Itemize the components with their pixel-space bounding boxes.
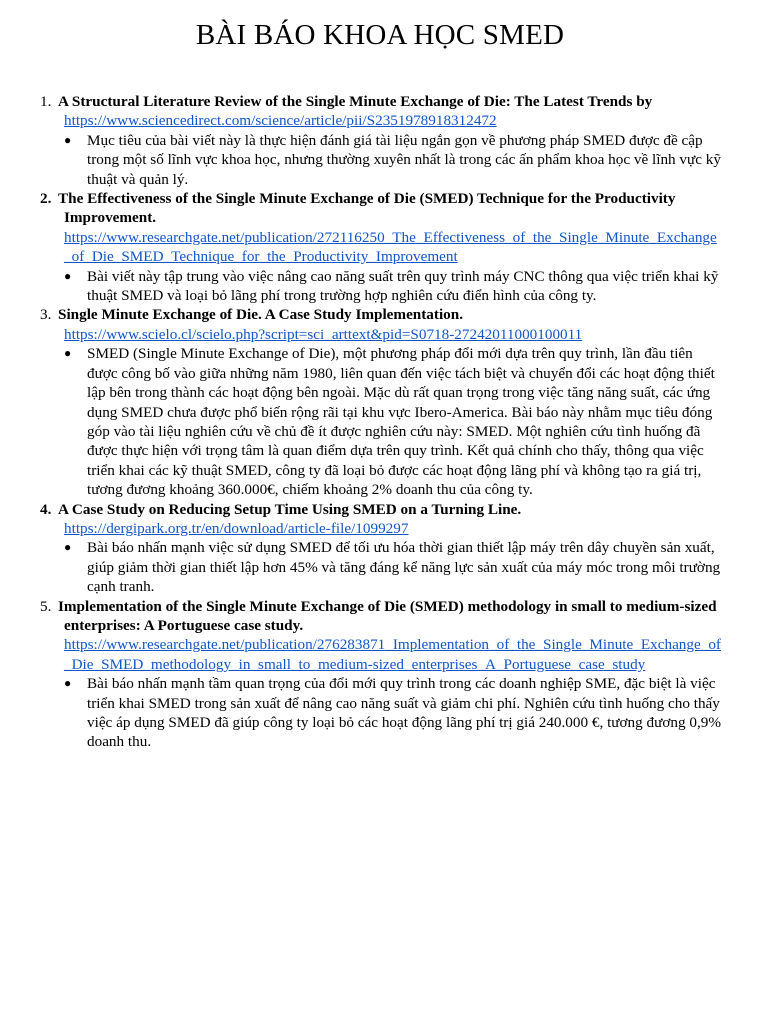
item-number: 2. xyxy=(40,190,52,208)
summary-list xyxy=(64,538,724,596)
summary-item xyxy=(64,131,724,189)
list-item xyxy=(40,305,724,499)
article-list xyxy=(40,92,724,752)
summary-text: Mục tiêu của bài viết này là thực hiện đánh giá tài liệu ngắn gọn về phương pháp SMED được đề cập trong một số lĩnh vực khoa học, nhưng thường xuyên nhất là trong các ấn phẩm khoa học về lĩnh vực kỹ thuật và quản lý. xyxy=(87,131,721,188)
article-title: A Case Study on Reducing Setup Time Using SMED on a Turning Line. xyxy=(58,500,522,518)
summary-item xyxy=(64,674,724,752)
list-item xyxy=(40,92,724,189)
article-title: Single Minute Exchange of Die. A Case Study Implementation. xyxy=(58,306,464,324)
bullet-icon: ● xyxy=(64,132,72,147)
summary-item xyxy=(64,538,724,596)
summary-list xyxy=(64,131,724,189)
summary-list xyxy=(64,267,724,306)
bullet-icon: ● xyxy=(64,346,72,361)
article-title: A Structural Literature Review of the Single Minute Exchange of Die: The Latest Trends by xyxy=(58,93,653,110)
summary-list xyxy=(64,674,724,752)
summary-item xyxy=(64,344,724,499)
article-link[interactable]: https://www.sciencedirect.com/science/article/pii/S2351978918312472 xyxy=(64,112,497,130)
item-number: 3. xyxy=(40,306,52,324)
item-number: 1. xyxy=(40,93,52,110)
list-item xyxy=(40,597,724,752)
item-number: 5. xyxy=(40,597,52,615)
bullet-icon: ● xyxy=(64,540,72,555)
bullet-icon: ● xyxy=(64,676,72,691)
list-item xyxy=(40,189,724,305)
article-link[interactable]: https://www.researchgate.net/publication/276283871_Implementation_of_the_Single_Minute_Exchange_of_Die_SMED_methodology_in_small_to_medium-sized_enterprises_A_Portuguese_case_study xyxy=(64,636,721,673)
article-link[interactable]: https://dergipark.org.tr/en/download/article-file/1099297 xyxy=(64,519,409,537)
article-link[interactable]: https://www.scielo.cl/scielo.php?script=sci_arttext&pid=S0718-27242011000100011 xyxy=(64,325,583,343)
summary-text: SMED (Single Minute Exchange of Die), một phương pháp đổi mới dựa trên quy trình, lần đầu tiên được công bố vào giữa những năm 1980, liên quan đến việc tách biệt và chuyển đổi các hoạt động thiết lập bên trong thành các hoạt động bên ngoài. Mặc dù rất quan trọng trong việc tăng năng suất, các ứng dụng SMED chưa được phổ biến rộng rãi tại khu vực Ibero-America. Bài báo này nhằm mục tiêu đóng góp vào tài liệu nghiên cứu về chủ đề ít được nghiên cứu này: SMED. Một nghiên cứu tình huống đã được thực hiện với trọng tâm là quan điểm dựa trên quy trình. Kết quả chính cho thấy, thông qua việc triển khai các kỹ thuật SMED, công ty đã loại bỏ được các hoạt động lãng phí và không tạo ra giá trị, tương đương khoảng 360.000€, chiếm khoảng 2% doanh thu của công ty. xyxy=(87,345,715,499)
summary-text: Bài báo nhấn mạnh việc sử dụng SMED để tối ưu hóa thời gian thiết lập máy trên dây chuyền sản xuất, giúp giảm thời gian thiết lập hơn 45% và tăng đáng kể năng lực sản xuất của máy móc trong môi trường cạnh tranh. xyxy=(87,539,721,596)
summary-item xyxy=(64,267,724,306)
bullet-icon: ● xyxy=(64,268,72,283)
list-item xyxy=(40,500,724,597)
summary-list xyxy=(64,344,724,499)
summary-text: Bài báo nhấn mạnh tầm quan trọng của đổi mới quy trình trong các doanh nghiệp SME, đặc biệt là việc triển khai SMED trong sản xuất để nâng cao năng suất và giảm chi phí. Nghiên cứu tình huống cho thấy việc áp dụng SMED đã giúp công ty loại bỏ các hoạt động lãng phí trị giá 240.000 €, tương đương 0,9% doanh thu. xyxy=(87,675,722,751)
summary-text: Bài viết này tập trung vào việc nâng cao năng suất trên quy trình máy CNC thông qua việc triển khai kỹ thuật SMED và loại bỏ lãng phí trong trường hợp nghiên cứu điển hình của công ty. xyxy=(87,267,719,305)
article-title: Implementation of the Single Minute Exchange of Die (SMED) methodology in small to medium-sized enterprises: A Portuguese case study. xyxy=(58,597,717,634)
page-title: BÀI BÁO KHOA HỌC SMED xyxy=(195,19,565,51)
article-title: The Effectiveness of the Single Minute Exchange of Die (SMED) Technique for the Productivity Improvement. xyxy=(58,190,676,227)
article-link[interactable]: https://www.researchgate.net/publication/272116250_The_Effectiveness_of_the_Single_Minute_Exchange_of_Die_SMED_Technique_for_the_Productivity_Improvement xyxy=(64,228,717,266)
item-number: 4. xyxy=(40,500,52,518)
